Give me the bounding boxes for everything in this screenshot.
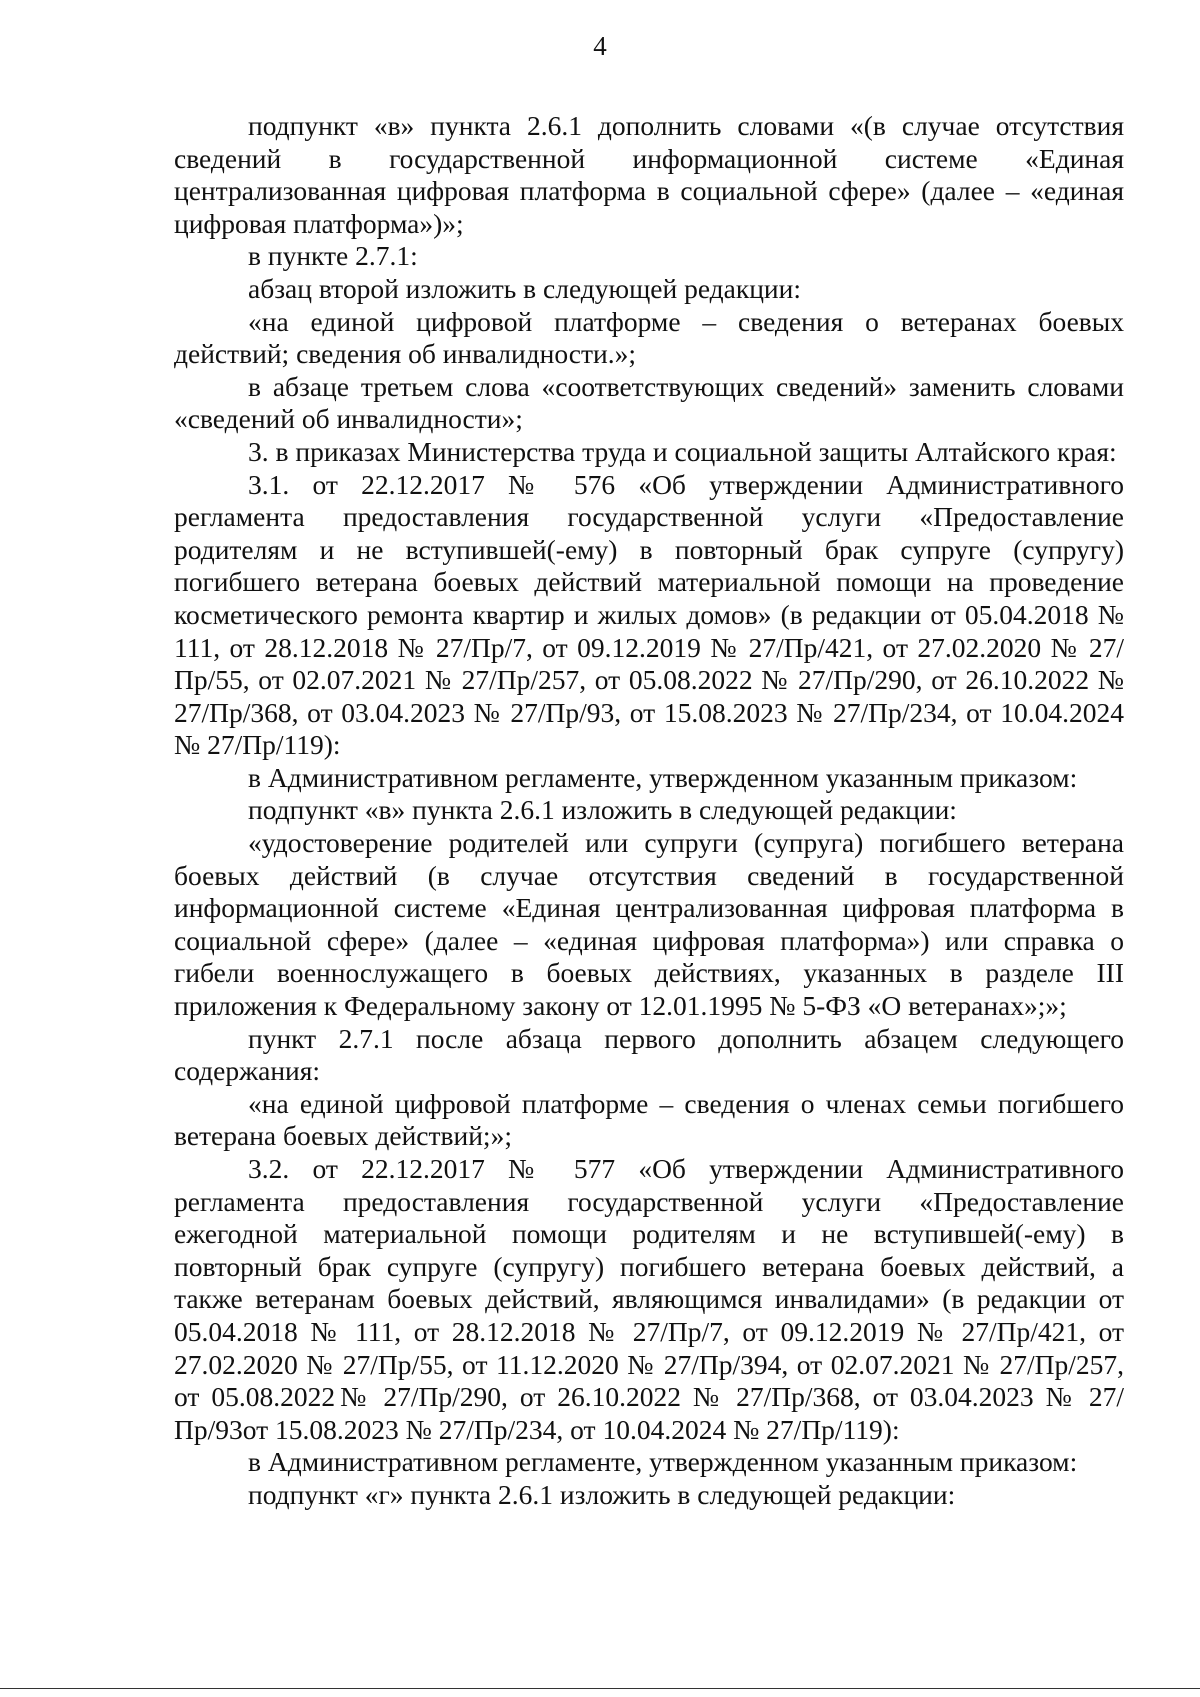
paragraph-item-3-2: 3.2. от 22.12.2017 № 577 «Об утверждении Административного регламента предоставления государственной услуги «Предоставление ежегодной материальной помощи родителям и не вступившей(-ему) в повторный брак супруге (супругу) погибшего ветерана боевых действий, а также ветеранам боевых действий, являющимся инвалидами» (в редакции от 05.04.2018 № 111, от 28.12.2018 № 27/Пр/7, от 09.12.2019 № 27/Пр/421, от 27.02.2020 № 27/Пр/55, от 11.12.2020 № 27/Пр/394, от 02.07.2021 № 27/Пр/257, от 05.08.2022№ 27/Пр/290, от 26.10.2022 № 27/Пр/368, от 03.04.2023 № 27/Пр/93от 15.08.2023 № 27/Пр/234, от 10.04.2024 № 27/Пр/119): (174, 1153, 1124, 1445)
paragraph-amend-2-6-1-v: подпункт «в» пункта 2.6.1 дополнить словами «(в случае отсутствия сведений в государственной информационной системе «Единая централизованная цифровая платформа в социальной сфере» (далее – «единая цифровая платформа»)»; (174, 110, 1124, 239)
paragraph-second-abzats: абзац второй изложить в следующей редакции: (248, 272, 802, 304)
paragraph-admin-regulation-1: в Административном регламенте, утвержденном указанным приказом: (248, 761, 1078, 793)
paragraph-point-2-7-1: в пункте 2.7.1: (248, 240, 418, 272)
page-number: 4 (593, 31, 607, 61)
scan-bottom-edge (0, 1688, 1200, 1689)
paragraph-subitem-v: подпункт «в» пункта 2.6.1 изложить в следующей редакции: (248, 794, 957, 826)
paragraph-admin-regulation-2: в Административном регламенте, утвержденном указанным приказом: (248, 1446, 1078, 1478)
paragraph-quote-certificate: «удостоверение родителей или супруги (супруга) погибшего ветерана боевых действий (в случае отсутствия сведений в государственной информационной системе «Единая централизованная цифровая платформа в социальной сфере» (далее – «единая цифровая платформа») или справка о гибели военнослужащего в боевых действиях, указанных в разделе III приложения к Федеральному закону от 12.01.1995 № 5-ФЗ «О ветеранах»;»; (174, 827, 1124, 1022)
paragraph-third-abzats: в абзаце третьем слова «соответствующих сведений» заменить словами «сведений об инвалидности»; (174, 370, 1124, 435)
paragraph-item-3: 3. в приказах Министерства труда и социальной защиты Алтайского края: (248, 435, 1117, 467)
paragraph-subitem-g: подпункт «г» пункта 2.6.1 изложить в следующей редакции: (248, 1478, 956, 1510)
document-body (174, 110, 1124, 1512)
paragraph-item-3-1: 3.1. от 22.12.2017 № 576 «Об утверждении Административного регламента предоставления государственной услуги «Предоставление родителям и не вступившей(-ему) в повторный брак супруге (супругу) погибшего ветерана боевых действий материальной помощи на проведение косметического ремонта квартир и жилых домов» (в редакции от 05.04.2018 № 111, от 28.12.2018 № 27/Пр/7, от 09.12.2019 № 27/Пр/421, от 27.02.2020 № 27/Пр/55, от 02.07.2021 № 27/Пр/257, от 05.08.2022 № 27/Пр/290, от 26.10.2022 № 27/Пр/368, от 03.04.2023 № 27/Пр/93, от 15.08.2023 № 27/Пр/234, от 10.04.2024 № 27/Пр/119): (174, 468, 1124, 761)
paragraph-quote-veterans: «на единой цифровой платформе – сведения о ветеранах боевых действий; сведения об инвалидности.»; (174, 305, 1124, 370)
paragraph-quote-family: «на единой цифровой платформе – сведения о членах семьи погибшего ветерана боевых действий;»; (174, 1087, 1124, 1152)
paragraph-point-2-7-1-add: пункт 2.7.1 после абзаца первого дополнить абзацем следующего содержания: (174, 1022, 1124, 1087)
